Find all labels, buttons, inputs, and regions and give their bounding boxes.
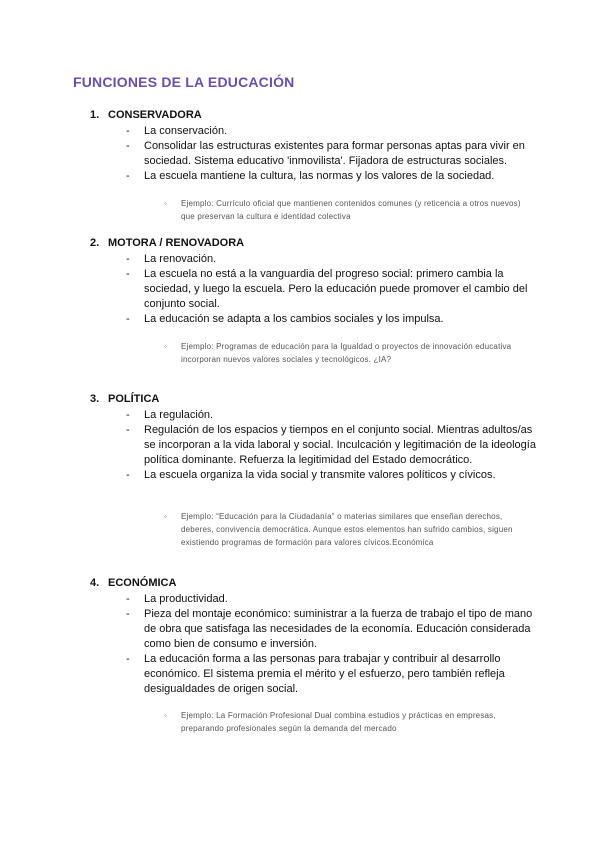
list-item-text: La escuela organiza la vida social y transmite valores políticos y cívicos. <box>144 469 496 481</box>
section-number: 2. <box>90 237 100 249</box>
bullet-list <box>126 252 536 327</box>
list-item <box>126 124 536 139</box>
example-text: Ejemplo: Programas de educación para la Igualdad o proyectos de innovación educativa incorporan nuevos valores sociales y tecnológicos. ¿IA? <box>181 342 512 364</box>
dash-marker: - <box>126 253 130 265</box>
bullet-list <box>126 408 536 483</box>
list-item <box>126 652 536 697</box>
example-text: Ejemplo: La Formación Profesional Dual combina estudios y prácticas en empresas, preparando profesionales según la demanda del mercado <box>181 711 496 733</box>
circle-bullet-icon: ◦ <box>164 512 168 521</box>
example-note <box>164 709 536 735</box>
list-item <box>126 468 536 483</box>
list-item-text: La escuela no está a la vanguardia del progreso social: primero cambia la sociedad, y luego la escuela. Pero la educación puede promover el cambio del conjunto social. <box>144 268 528 310</box>
list-item-text: La educación se adapta a los cambios sociales y los impulsa. <box>144 313 444 325</box>
example-note <box>164 510 536 549</box>
list-item <box>126 312 536 327</box>
example-text: Ejemplo: “Educación para la Ciudadanía” o materias similares que enseñan derechos, deberes, convivencia democrática. Aunque estos elementos han sufrido cambios, siguen existiendo programas de formación para valores cívicos.Económica <box>181 512 513 547</box>
example-text: Ejemplo: Currículo oficial que mantienen contenidos comunes (y reticencia a otros nuevos) que preservan la cultura e identidad colectiva <box>181 199 521 221</box>
list-item <box>126 592 536 607</box>
section-name: MOTORA / RENOVADORA <box>108 237 245 249</box>
dash-marker: - <box>126 170 130 182</box>
section-number: 1. <box>90 109 100 121</box>
list-item-text: La productividad. <box>144 593 228 605</box>
list-item <box>126 252 536 267</box>
list-item <box>126 267 536 312</box>
dash-marker: - <box>126 608 130 620</box>
list-item-text: La educación forma a las personas para trabajar y contribuir al desarrollo económico. El sistema premia el mérito y el esfuerzo, pero también refleja desigualdades de origen social. <box>144 653 505 695</box>
list-item <box>126 408 536 423</box>
list-item <box>126 169 536 184</box>
dash-marker: - <box>126 313 130 325</box>
list-item <box>126 139 536 169</box>
list-item <box>126 423 536 468</box>
section-name: CONSERVADORA <box>108 109 202 121</box>
section-name: ECONÓMICA <box>108 577 177 589</box>
list-item-text: Regulación de los espacios y tiempos en el conjunto social. Mientras adultos/as se incorporan a la vida laboral y social. Inculcación y legitimación de la ideología política dominante. Refuerza la legitimidad del Estado democrático. <box>144 424 536 466</box>
list-item-text: La renovación. <box>144 253 217 265</box>
bullet-list <box>126 592 536 697</box>
list-item-text: La escuela mantiene la cultura, las normas y los valores de la sociedad. <box>144 170 495 182</box>
example-note <box>164 197 536 223</box>
section-heading <box>90 109 202 121</box>
circle-bullet-icon: ◦ <box>164 711 168 720</box>
dash-marker: - <box>126 593 130 605</box>
list-item-text: Consolidar las estructuras existentes para formar personas aptas para vivir en sociedad. Sistema educativo 'inmovilista'. Fijadora de estructuras sociales. <box>144 140 525 167</box>
dash-marker: - <box>126 424 130 436</box>
list-item-text: La conservación. <box>144 125 228 137</box>
section-heading <box>90 577 176 589</box>
circle-bullet-icon: ◦ <box>164 342 168 351</box>
circle-bullet-icon: ◦ <box>164 199 168 208</box>
bullet-list <box>126 124 536 184</box>
section-heading <box>90 393 159 405</box>
dash-marker: - <box>126 268 130 280</box>
section-heading <box>90 237 244 249</box>
dash-marker: - <box>126 653 130 665</box>
list-item <box>126 607 536 652</box>
dash-marker: - <box>126 125 130 137</box>
page-title: FUNCIONES DE LA EDUCACIÓN <box>73 74 295 90</box>
example-note <box>164 340 536 366</box>
section-number: 4. <box>90 577 100 589</box>
section-name: POLÍTICA <box>108 393 160 405</box>
dash-marker: - <box>126 140 130 152</box>
dash-marker: - <box>126 409 130 421</box>
list-item-text: Pieza del montaje económico: suministrar a la fuerza de trabajo el tipo de mano de obra que satisfaga las necesidades de la economía. Educación considerada como bien de consumo e inversión. <box>144 608 533 650</box>
section-number: 3. <box>90 393 100 405</box>
list-item-text: La regulación. <box>144 409 214 421</box>
dash-marker: - <box>126 469 130 481</box>
